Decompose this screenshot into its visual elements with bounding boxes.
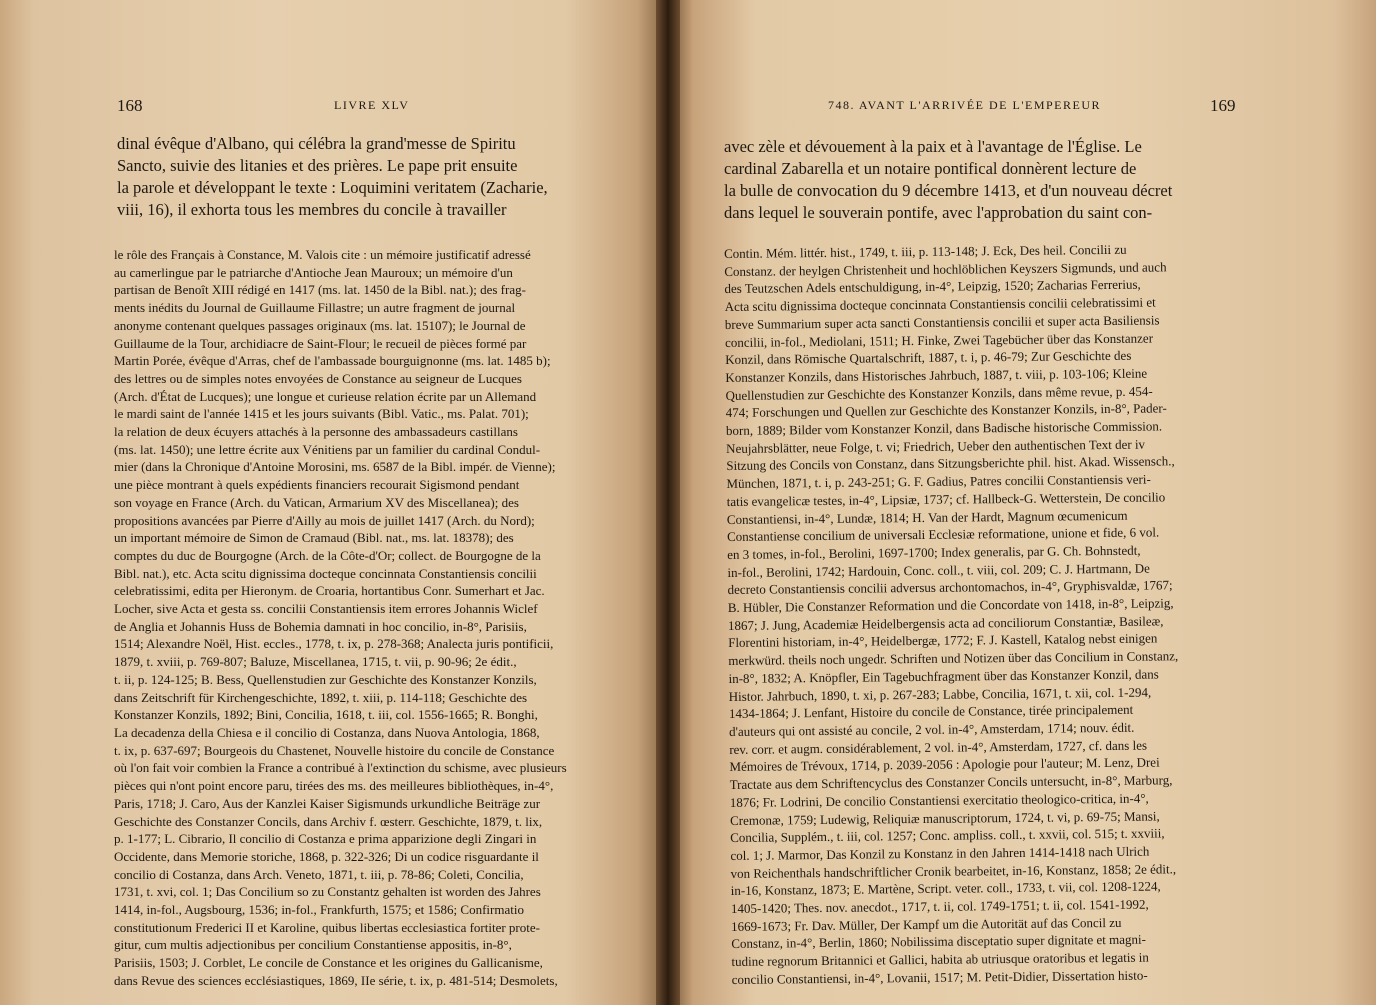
right-footnotes: [724, 240, 1250, 989]
footnote-line: in-16, Konstanz, 1873; E. Martène, Script. veter. coll., 1733, t. vii, col. 1208-1224,: [730, 878, 1161, 899]
footnote-line: t. ii, p. 124-125; B. Bess, Quellenstudien zur Geschichte des Konstanzer Konzils,: [114, 671, 537, 687]
footnote-line: La decadenza della Chiesa e il concilio di Costanza, dans Nuova Antologia, 1868,: [114, 724, 540, 740]
footnote-line: Parisiis, 1503; J. Corblet, Le concile de Constance et les origines du Gallicanisme,: [114, 955, 543, 971]
footnote-line: comptes du duc de Bourgogne (Arch. de la Côte-d'Or; collect. de Bourgogne de la: [114, 547, 541, 563]
footnote-line: des Teutzschen Adels entschuldigung, in-4°, Leipzig, 1520; Zacharias Ferrerius,: [724, 277, 1141, 297]
footnote-line: partisan de Benoît XIII rédigé en 1417 (ms. lat. 1450 de la Bibl. nat.); des frag-: [114, 282, 526, 298]
footnote-line: Sitzung des Concils von Constanz, dans Sitzungsberichte phil. hist. Akad. Wissensch.,: [726, 453, 1175, 474]
left-page: [0, 0, 664, 1005]
footnote-line: constitutionum Frederici II et Karoline, quibus libertas ecclesiastica fortiter prote-: [114, 919, 540, 935]
footnote-line: concilio di Costanza, dans Arch. Veneto, 1871, t. iii, p. 78-86; Coleti, Concilia,: [114, 866, 524, 882]
footnote-line: ments inédits du Journal de Guillaume Fillastre; un autre fragment de journal: [114, 300, 516, 316]
footnote-line: des lettres ou de simples notes envoyées de Constance au seigneur de Lucques: [114, 370, 522, 386]
footnote-line: Florentini historiam, in-4°, Heidelbergæ, 1772; F. J. Kastell, Katalog nebst einigen: [728, 630, 1158, 651]
footnote-line: t. ix, p. 637-697; Bourgeois du Chastenet, Nouvelle histoire du concile de Constance: [114, 742, 555, 758]
footnote-line: merkwürd. theils noch ungedr. Schriften und Notizen über das Concilium in Constanz,: [728, 648, 1179, 669]
footnote-line: dans Zeitschrift für Kirchengeschichte, 1892, t. xiii, p. 114-118; Geschichte des: [114, 689, 528, 705]
footnote-line: 1414, in-fol., Augsbourg, 1536; in-fol., Frankfurth, 1575; et 1586; Confirmatio: [114, 902, 524, 918]
body-line: dinal évêque d'Albano, qui célébra la grand'messe de Spiritu: [117, 134, 516, 153]
footnote-line: d'auteurs qui ont assisté au concile, 2 vol. in-4°, Amsterdam, 1714; nouv. édit.: [729, 719, 1135, 739]
footnote-line: celebratissimi, edita per Hieronym. de Croaria, hortantibus Conr. Sumerhart et Jac.: [114, 583, 545, 599]
footnote-line: Geschichte des Constanzer Concils, dans Archiv f. œsterr. Geschichte, 1879, t. lix,: [114, 813, 543, 829]
footnote-line: 1867; J. Jung, Academiæ Heidelbergensis acta ad conciliorum Constantiæ, Basileæ,: [727, 613, 1164, 633]
footnote-line: 1879, t. xviii, p. 769-807; Baluze, Miscellanea, 1715, t. vii, p. 90-96; 2e édit.,: [114, 654, 517, 670]
footnote-line: Constanz, in-4°, Berlin, 1860; Nobilissima disceptatio super dignitate et magni-: [731, 932, 1147, 952]
footnote-line: Constanz. der heylgen Christenheit und hochlöblichen Keyszers Sigmunds, und auch: [724, 259, 1167, 279]
left-footnotes: [114, 246, 634, 990]
footnote-line: Martin Porée, évêque d'Arras, chef de l'ambassade bourguignonne (ms. lat. 1485 b);: [114, 353, 551, 369]
footnote-line: Concilia, Supplém., t. iii, col. 1257; Conc. ampliss. coll., t. xxvii, col. 515; t. xxviii,: [730, 825, 1165, 846]
footnote-line: in-fol., Berolini, 1742; Hardouin, Conc. coll., t. viii, col. 209; C. J. Hartmann, De: [727, 560, 1150, 580]
footnote-line: Contin. Mém. littér. hist., 1749, t. iii, p. 113-148; J. Eck, Des heil. Concilii zu: [724, 241, 1127, 261]
footnote-line: tatis evangelicæ testes, in-4°, Lipsiæ, 1737; cf. Hallbeck-G. Wetterstein, De concilio: [726, 489, 1166, 509]
footnote-line: Paris, 1718; J. Caro, Aus der Kanzlei Kaiser Sigismunds urkundliche Beiträge zur: [114, 795, 541, 811]
body-line: dans lequel le souverain pontife, avec l'approbation du saint con-: [724, 203, 1153, 222]
footnote-line: col. 1; J. Marmor, Das Konzil zu Konstanz in den Jahren 1414-1418 nach Ulrich: [730, 843, 1150, 863]
footnote-line: de Anglia et Johannis Huss de Bohemia damnati in hoc concilio, in-8°, Parisiis,: [114, 618, 527, 634]
footnote-line: Histor. Jahrbuch, 1890, t. xi, p. 267-283; Labbe, Concilia, 1671, t. xii, col. 1-294,: [728, 684, 1152, 704]
footnote-line: Occidente, dans Memorie storiche, 1868, p. 322-326; Di un codice risguardante il: [114, 848, 539, 864]
footnote-line: en 3 tomes, in-fol., Berolini, 1697-1700; Index generalis, par G. Ch. Bohnstedt,: [727, 542, 1141, 562]
footnote-line: Constantiensi, in-4°, Lundæ, 1814; H. Van der Hardt, Magnum œcumenicum: [726, 507, 1128, 527]
right-body-text: [724, 136, 1238, 224]
footnote-line: Mémoires de Trévoux, 1714, p. 2039-2056 : Apologie pour l'auteur; M. Lenz, Drei: [729, 754, 1160, 775]
footnote-line: (ms. lat. 1450); une lettre écrite aux Vénitiens par un familier du cardinal Condul-: [114, 441, 541, 457]
footnote-line: Neujahrsblätter, neue Folge, t. vi; Friedrich, Ueber den authentischen Text der iv: [726, 436, 1146, 456]
footnote-line: 1434-1864; J. Lenfant, Histoire du concile de Constance, tirée principalement: [728, 702, 1134, 722]
footnote-line: au camerlingue par le patriarche d'Antioche Jean Mauroux; un mémoire d'un: [114, 264, 513, 280]
footnote-line: le mardi saint de l'année 1415 et les jours suivants (Bibl. Vatic., ms. Palat. 701);: [114, 406, 529, 422]
footnote-line: in-8°, 1832; A. Knöpfler, Ein Tagebuchfragment über das Konstanzer Konzil, dans: [728, 666, 1159, 686]
body-line: avec zèle et dévouement à la paix et à l'avantage de l'Église. Le: [724, 137, 1142, 156]
footnote-line: München, 1871, t. i, p. 243-251; G. F. Gadius, Patres concilii Constantiensis veri-: [726, 471, 1151, 492]
left-page-number: 168: [117, 96, 143, 115]
left-body-text: [117, 133, 635, 221]
footnote-line: 1669-1673; Fr. Dav. Müller, Der Kampf um die Autorität auf das Concil zu: [731, 914, 1122, 934]
body-line: la parole et développant le texte : Loquimini veritatem (Zacharie,: [117, 178, 548, 197]
footnote-line: une pièce montrant à quels expédients financiers recourait Sigismond pendant: [114, 477, 520, 493]
body-line: cardinal Zabarella et un notaire pontifical donnèrent lecture de: [724, 159, 1137, 178]
footnote-line: (Arch. d'État de Lucques); une longue et curieuse relation écrite par un Allemand: [114, 388, 537, 404]
book-gutter: [656, 0, 680, 1005]
footnote-line: mier (dans la Chronique d'Antoine Morosini, ms. 6587 de la Bibl. impér. de Vienne);: [114, 459, 556, 475]
right-page: [672, 0, 1376, 1005]
footnote-line: un important mémoire de Simon de Cramaud (Bibl. nat., ms. lat. 18378); des: [114, 530, 514, 546]
footnote-line: 1876; Fr. Lodrini, De concilio Constantiensi exercitatio theologico-critica, in-4°,: [729, 790, 1149, 810]
body-line: viii, 16), il exhorta tous les membres du concile à travailler: [117, 200, 507, 219]
footnote-line: breve Summarium super acta sancti Constantiensis concilii et super acta Basiliensis: [724, 312, 1160, 332]
right-page-number: 169: [1210, 96, 1236, 115]
footnote-line: gitur, cum multis adjectionibus per concilium Constantiense appositis, in-8°,: [114, 937, 512, 953]
footnote-line: decreto Constantiensis concilii adversus archontomachos, in-4°, Gryphisvaldæ, 1767;: [727, 577, 1173, 598]
footnote-line: Cremonæ, 1759; Ludewig, Reliquiæ manuscriptorum, 1724, t. vi, p. 69-75; Mansi,: [729, 807, 1160, 828]
footnote-line: Guillaume de la Tour, archidiacre de Saint-Flour; le recueil de pièces formé par: [114, 335, 527, 351]
body-line: Sancto, suivie des litanies et des prières. Le pape prit ensuite: [117, 156, 518, 175]
footnote-line: son voyage en France (Arch. du Vatican, Armarium XV des Miscellanea); des: [114, 494, 519, 510]
footnote-line: rev. corr. et augm. considérablement, 2 vol. in-4°, Amsterdam, 1727, cf. dans les: [729, 737, 1148, 757]
footnote-line: von Reichenthals handschriftlicher Cronik bearbeitet, in-16, Konstanz, 1858; 2e édit.,: [730, 860, 1177, 881]
footnote-line: Constantiense concilium de universali Ecclesiæ reformatione, unione et fide, 6 vol.: [726, 524, 1160, 545]
footnote-line: anonyme contenant quelques passages originaux (ms. lat. 15107); le Journal de: [114, 317, 526, 333]
right-running-head: 748. AVANT L'ARRIVÉE DE L'EMPEREUR: [828, 98, 1102, 112]
footnote-line: 1731, t. xvi, col. 1; Das Concilium so zu Constantz gehalten ist worden des Jahres: [114, 884, 541, 900]
footnote-line: tudine regnorum Britannici et Gallici, habita ab utriusque oratoribus et legatis in: [731, 949, 1149, 970]
footnote-line: born, 1889; Bilder vom Konstanzer Konzil, dans Badische historische Commission.: [725, 418, 1163, 439]
footnote-line: où l'on fait voir combien la France a contribué à l'extinction du schisme, avec plusieurs: [114, 760, 567, 776]
footnote-line: la relation de deux écuyers attachés à la personne des ambassadeurs castillans: [114, 424, 518, 440]
left-running-head: LIVRE XLV: [334, 98, 410, 112]
footnote-line: Quellenstudien zur Geschichte des Konstanzer Konzils, dans même revue, p. 454-: [725, 383, 1153, 403]
footnote-line: 474; Forschungen und Quellen zur Geschichte des Konstanzer Konzils, in-8°, Pader-: [725, 400, 1167, 421]
footnote-line: le rôle des Français à Constance, M. Valois cite : un mémoire justificatif adressé: [114, 247, 531, 262]
body-line: la bulle de convocation du 9 décembre 1413, et d'un nouveau décret: [724, 181, 1173, 200]
footnote-line: Locher, sive Acta et gesta ss. concilii Constantiensis item errores Johannis Wiclef: [114, 601, 538, 617]
footnote-line: 1405-1420; Thes. nov. anecdot., 1717, t. ii, col. 1749-1751; t. ii, col. 1541-1992,: [730, 896, 1149, 916]
footnote-line: pièces qui n'ont point encore paru, tirées des ms. des meilleures bibliothèques, in-4°,: [114, 778, 554, 794]
footnote-line: dans Revue des sciences ecclésiastiques, 1869, IIe série, t. ix, p. 481-514; Desmolets,: [114, 972, 558, 988]
footnote-line: propositions avancées par Pierre d'Ailly au mois de juillet 1417 (Arch. du Nord);: [114, 512, 535, 528]
footnote-line: p. 1-177; L. Cibrario, Il concilio di Costanza e prima apparizione degli Zingari in: [114, 831, 537, 847]
footnote-line: concilii, in-fol., Mediolani, 1511; H. Finke, Zwei Tagebücher über das Konstanzer: [724, 330, 1154, 350]
footnote-line: Konstanzer Konzils, dans Historisches Jahrbuch, 1887, t. viii, p. 103-106; Kleine: [725, 365, 1148, 385]
footnote-line: Acta scitu dignissima docteque concinnata Constantiensis concilii celebratissimi et: [724, 294, 1156, 315]
footnote-line: Konstanzer Konzils, 1892; Bini, Concilia, 1618, t. iii, col. 1556-1665; R. Bonghi,: [114, 707, 538, 723]
footnote-line: Konzil, dans Römische Quartalschrift, 1887, t. i, p. 46-79; Zur Geschichte des: [725, 347, 1132, 368]
footnote-line: concilio Constantiensi, in-4°, Lovanii, 1517; M. Petit-Didier, Dissertation histo-: [731, 967, 1148, 987]
footnote-line: Tractate aus dem Schriftencyclus des Constanzer Concils untersucht, in-8°, Marburg,: [729, 772, 1173, 793]
footnote-line: Bibl. nat.), etc. Acta scitu dignissima docteque concinnata Constantiensis concilii: [114, 565, 537, 581]
footnote-line: 1514; Alexandre Noël, Hist. eccles., 1778, t. ix, p. 278-368; Analecta juris pontificii,: [114, 636, 554, 652]
footnote-line: B. Hübler, Die Constanzer Reformation und die Concordate von 1418, in-8°, Leipzig,: [727, 595, 1174, 616]
